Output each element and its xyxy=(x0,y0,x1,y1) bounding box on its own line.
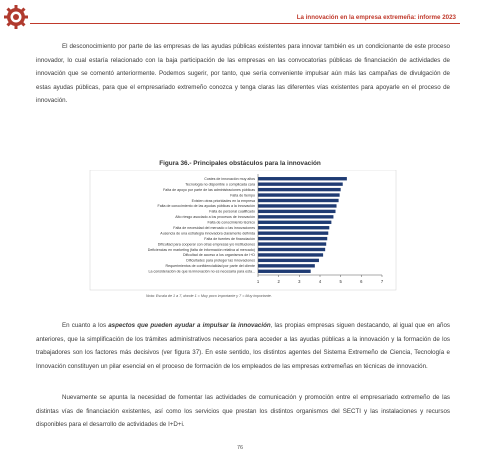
category-label: La consideración de que la innovación no es necesaria para esta... xyxy=(148,269,255,274)
header-title: La innovación en la empresa extremeña: informe 2023 xyxy=(296,14,456,21)
chart-bar xyxy=(258,210,336,213)
category-label: Alto riesgo asociado a los procesos de innovación xyxy=(175,215,255,220)
x-tick-label: 7 xyxy=(380,279,384,284)
paragraph-3 xyxy=(36,391,450,432)
x-tick-label: 3 xyxy=(298,279,301,284)
category-label: Ausencia de una estrategia innovadora claramente definida xyxy=(160,231,255,236)
chart-bar xyxy=(258,199,339,202)
chart-bar xyxy=(258,226,329,229)
category-label: Falta de tiempo xyxy=(230,193,255,198)
category-label: Costes de innovación muy altos xyxy=(204,177,255,182)
paragraph-2 xyxy=(36,319,450,373)
chart-bar xyxy=(258,242,326,245)
paragraph-1-text: El desconocimiento por parte de las empresas de las ayudas públicas existentes para innovar también es un condicionante de este proceso innovador, lo cual estaría relacionado con la baja participación de las empresas en las convocatorias públicas de financiación de actividades de innovación que se comentó anteriormente. Podemos sugerir, por tanto, que sería conveniente impulsar aún más las campañas de divulgación de estas ayudas públicas, para que el empresariado extremeño conozca y tenga claras las diferentes vías existentes para apoyarle en el proceso de innovación. xyxy=(36,43,450,105)
category-label: Dificultades para proteger las innovaciones xyxy=(186,258,255,263)
header-divider xyxy=(30,23,460,24)
paragraph-1 xyxy=(36,40,450,108)
category-label: Dificultad para cooperar con otras empresas y/o instituciones xyxy=(157,242,255,247)
category-label: Tecnología no disponible o complicada cara xyxy=(185,182,255,187)
category-label: Falta de personal cualificado xyxy=(209,209,255,214)
category-label: Falta de fuentes de financiación xyxy=(204,236,255,241)
x-tick-label: 4 xyxy=(318,279,322,284)
x-tick-label: 6 xyxy=(360,279,363,284)
x-tick-label: 2 xyxy=(277,279,280,284)
chart-bar xyxy=(258,253,323,256)
chart-bar xyxy=(258,237,327,240)
chart-bar xyxy=(258,270,311,273)
chart-bar xyxy=(258,231,328,234)
paragraph-3-text: Nuevamente se apunta la necesidad de fomentar las actividades de comunicación y promoción entre el empresariado extremeño de las distintas vías de financiación existentes, así como los servicios que prestan los distintos organismos del SECTI y las instalaciones y recursos disponibles para el desarrollo de actividades de I+D+i. xyxy=(36,394,450,429)
chart-bar xyxy=(258,221,331,224)
chart-bar xyxy=(258,204,337,207)
chart-bar xyxy=(258,188,341,191)
chart-bar xyxy=(258,193,340,196)
chart-bar xyxy=(258,177,347,180)
category-label: Falta de conocimiento de las ayudas públicas a la innovación xyxy=(157,204,255,209)
figure-title: Figura 36.- Principales obstáculos para la innovación xyxy=(159,160,321,167)
category-label: Deficiencias en marketing (falta de información relativa al mercado) xyxy=(147,247,255,252)
category-label: Requerimientos de confidencialidad por parte del cliente xyxy=(165,264,255,269)
chart-bar xyxy=(258,182,343,185)
category-label: Existen otras prioridades en la empresa xyxy=(191,198,255,203)
figure-note: Nota: Escala de 1 a 7, donde 1 = Muy poco importante y 7 = Muy importante. xyxy=(146,294,272,298)
chart-bar xyxy=(258,264,315,267)
category-label: Dificultad de acceso a los organismos de I+D xyxy=(182,253,255,258)
category-label: Falta de apoyo por parte de las administraciones públicas xyxy=(163,187,255,192)
category-label: Falta de conocimiento técnico xyxy=(207,220,255,225)
obstacles-bar-chart xyxy=(0,170,480,294)
gear-logo-icon xyxy=(3,4,29,30)
x-tick-label: 5 xyxy=(339,279,342,284)
paragraph-2-emphasis: aspectos que pueden ayudar a impulsar la innovación xyxy=(108,322,271,329)
chart-bar xyxy=(258,215,333,218)
chart-bar xyxy=(258,259,319,262)
paragraph-2-lead: En cuanto a los xyxy=(62,322,109,329)
page-number: 76 xyxy=(236,445,244,451)
x-tick-label: 1 xyxy=(256,279,260,284)
chart-bar xyxy=(258,248,325,251)
page-header xyxy=(0,0,480,36)
category-label: Falta de necesidad del mercado o las innovaciones xyxy=(173,226,255,231)
paragraph-2-rest: , las propias empresas siguen destacando, al igual que en años anteriores, que la simplificación de los trámites administrativos necesarios para acceder a las ayudas públicas a la innovación y la formación de los trabajadores son los factores más decisivos (ver figura 37). En este sentido, los distintos agentes del Sistema Extremeño de Ciencia, Tecnología e Innovación constituyen un pilar esencial en el proceso de formación de los empleados de las empresas extremeñas en técnicas de innovación. xyxy=(36,322,451,370)
